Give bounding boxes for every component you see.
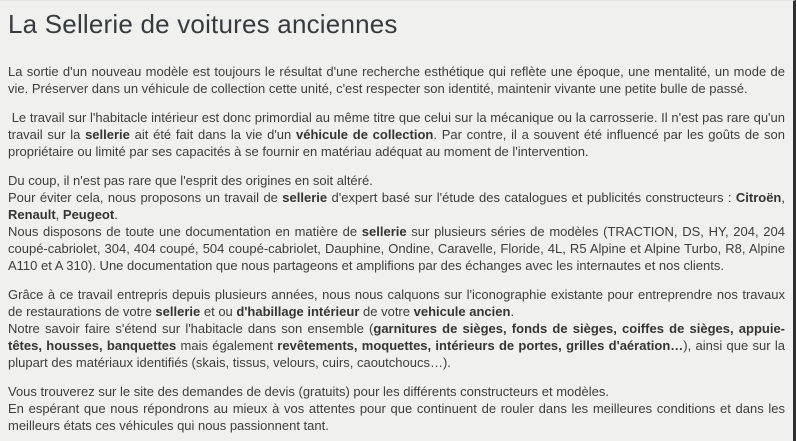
text-run-bold: garnitures de sièges, fonds de sièges, coiffes de sièges, appuie-têtes, housses, banquettes: [8, 321, 785, 353]
text-run-bold: véhicule de collection: [296, 127, 434, 142]
text-run-bold: vehicule ancien: [413, 304, 511, 319]
text-run-bold: sellerie: [85, 127, 130, 142]
paragraph: [8, 383, 785, 434]
paragraph: [8, 63, 785, 97]
text-run: Pour éviter cela, nous proposons un travail de: [8, 190, 283, 205]
text-run: En espérant que nous répondrons au mieux à vos attentes pour que continuent de rouler dans les meilleures conditions et dans les meilleurs états ces véhicules qui nous passionnent tant.: [8, 401, 785, 433]
text-run-bold: sellerie: [282, 190, 328, 205]
text-run: ,: [55, 207, 63, 222]
text-run-bold: sellerie: [361, 224, 407, 239]
text-run: mais également: [176, 338, 278, 353]
text-run: La sortie d'un nouveau modèle est toujours le résultat d'une recherche esthétique qui reflète une époque, une mentalité, un mode de vie. Préserver dans un véhicule de collection cette unité, c'est respecter son identité, maintenir vivante une petite bulle de passé.: [8, 64, 785, 96]
paragraph: [8, 109, 785, 160]
page-title: La Sellerie de voitures anciennes: [8, 9, 398, 39]
text-run: ait été fait dans la vie d'un: [129, 127, 296, 142]
text-run-bold: revêtements, moquettes, intérieurs de portes, grilles d'aération…: [277, 338, 684, 353]
paragraph: [8, 286, 785, 371]
text-run: ), ainsi que sur la plupart des matériaux identifiés (skais, tissus, velours, cuirs, caoutchoucs…).: [8, 338, 785, 370]
text-run: Nous disposons de toute une documentation en matière de: [8, 224, 362, 239]
text-run-bold: Citroën: [735, 190, 782, 205]
paragraph: [8, 172, 785, 274]
text-run: de votre: [359, 304, 414, 319]
text-run: sur plusieurs séries de modèles (TRACTION, DS, HY, 204, 204 coupé-cabriolet, 304, 404 coupé, 504 coupé-cabriolet, Dauphine, Ondine, Caravelle, Floride, 4L, R5 Alpine et Alpine Turbo, R8, Alpine A110 et A 310). Une documentation que nous partageons et amplifions par des échanges avec les internautes et nos clients.: [8, 224, 785, 273]
text-run: Grâce à ce travail entrepris depuis plusieurs années, nous nous calquons sur l'iconographie existante pour entreprendre nos travaux de restaurations de votre: [8, 287, 785, 319]
text-run-bold: sellerie: [155, 304, 201, 319]
text-run-bold: Peugeot: [62, 207, 115, 222]
text-run: . Par contre, il a souvent été influencé par les goûts de son propriétaire ou limité par ses capacités à se fournir en matériau adéquat au moment de l'intervention.: [8, 127, 785, 159]
text-run: Vous trouverez sur le site des demandes de devis (gratuits) pour les différents constructeurs et modèles.: [8, 384, 609, 399]
text-run: Le travail sur l'habitacle intérieur est donc primordial au même titre que celui sur la mécanique ou la carrosserie. Il n'est pas rare qu'un travail sur la: [8, 110, 785, 142]
text-run: .: [114, 207, 118, 222]
text-run-bold: d'habillage intérieur: [236, 304, 360, 319]
article-body: [8, 63, 785, 434]
text-run: Du coup, il n'est pas rare que l'esprit des origines en soit altéré.: [8, 173, 373, 188]
text-run: et ou: [200, 304, 237, 319]
text-run: d'expert basé sur l'étude des catalogues et publicités constructeurs :: [327, 190, 736, 205]
text-run-bold: Renault: [8, 207, 56, 222]
text-run: ,: [781, 190, 785, 205]
text-run: .: [510, 304, 515, 319]
text-run: Notre savoir faire s'étend sur l'habitacle dans son ensemble (: [8, 321, 374, 336]
